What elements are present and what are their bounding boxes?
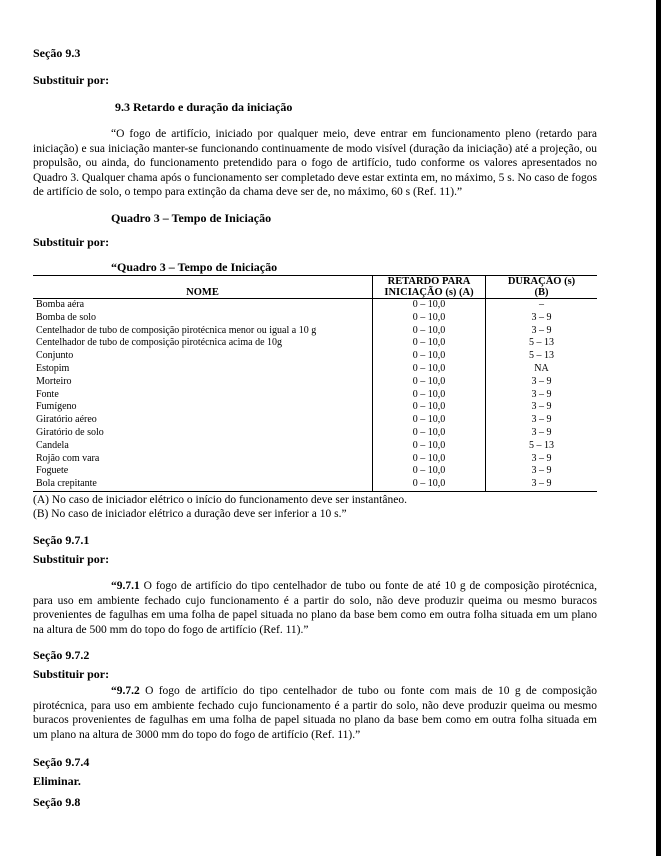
table-row xyxy=(33,363,597,376)
cell-duracao: 5 – 13 xyxy=(486,337,598,350)
cell-retardo: 0 – 10,0 xyxy=(373,325,486,338)
section-9-8-heading: Seção 9.8 xyxy=(33,794,81,809)
table-row xyxy=(33,389,597,402)
cell-duracao: – xyxy=(486,298,598,311)
cell-duracao: 3 – 9 xyxy=(486,453,598,466)
table-row xyxy=(33,298,597,311)
cell-nome: Estopim xyxy=(36,362,70,374)
cell-nome: Centelhador de tubo de composição pirotécnica menor ou igual a 10 g xyxy=(36,324,317,336)
cell-nome: Foguete xyxy=(36,465,69,477)
quadro-3-heading: Quadro 3 – Tempo de Iniciação xyxy=(111,210,272,225)
cell-duracao: 3 – 9 xyxy=(486,427,598,440)
section-9-7-1-heading: Seção 9.7.1 xyxy=(33,532,90,547)
cell-nome: Bola crepitante xyxy=(33,478,373,491)
section-9-7-1-text: O fogo de artifício do tipo centelhador de tubo ou fonte de até 10 g de composição pirotécnica, para uso em ambiente fechado cujo funcionamento é a partir do solo, não deve produzir queima ou mesmo buracos provenientes de fagulhas em uma folha de papel situada no plano da base bem como em outra folha situada em um plano na altura de 500 mm do topo do fogo de artifício (Ref. 11).” xyxy=(33,579,597,636)
cell-duracao: 3 – 9 xyxy=(486,401,598,414)
quadro-3-instruction: Substituir por: xyxy=(33,234,110,249)
cell-retardo: 0 – 10,0 xyxy=(373,427,486,440)
cell-duracao: 5 – 13 xyxy=(486,350,598,363)
cell-duracao: 3 – 9 xyxy=(486,376,598,389)
cell-retardo: 0 – 10,0 xyxy=(373,389,486,402)
cell-nome: Giratório de solo xyxy=(36,426,104,438)
cell-duracao: 5 – 13 xyxy=(486,440,598,453)
cell-retardo: 0 – 10,0 xyxy=(373,350,486,363)
cell-nome: Morteiro xyxy=(36,375,72,387)
section-9-3-instruction: Substituir por: xyxy=(33,73,110,87)
col-header-retardo-line1: RETARDO PARA xyxy=(387,275,471,287)
section-9-7-2-instruction: Substituir por: xyxy=(33,667,110,682)
section-9-7-2-text: O fogo de artifício do tipo centelhador de tubo ou fonte com mais de 10 g de composição pirotécnica, para uso em ambiente fechado cujo funcionamento é a partir do solo, não deve produzir queima ou mesmo buracos provenientes de fagulhas em uma folha de papel situada no plano da base bem como em outra folha situada em um plano na altura de 3000 mm do topo do fogo de artifício (Ref. 11).” xyxy=(33,685,597,742)
cell-retardo: 0 – 10,0 xyxy=(373,376,486,389)
section-9-7-2-paragraph xyxy=(33,684,597,742)
table-row xyxy=(33,325,597,338)
cell-retardo: 0 – 10,0 xyxy=(373,312,486,325)
cell-nome: Fumígeno xyxy=(36,401,77,413)
section-9-3-paragraph: “O fogo de artifício, iniciado por qualquer meio, deve entrar em funcionamento pleno (retardo para iniciação) e sua iniciação manter-se funcionando continuamente de modo visível (duração da iniciação) até a projeção, ou propulsão, ou ainda, do funcionamento pretendido para o fogo de artifício, tudo conforme os valores apresentados no Quadro 3. Qualquer chama após o funcionamento ser completado deve estar extinta em, no máximo, 5 s. No caso de fogos de artifício de solo, o tempo para extinção da chama deve ser de, no máximo, 60 s (Ref. 11).” xyxy=(33,128,597,199)
table-row xyxy=(33,350,597,363)
section-9-7-2-heading: Seção 9.7.2 xyxy=(33,648,90,663)
cell-nome: Candela xyxy=(36,439,69,451)
cell-retardo: 0 – 10,0 xyxy=(373,401,486,414)
col-header-nome: NOME xyxy=(33,275,373,298)
cell-nome: Bomba aéra xyxy=(36,298,85,310)
cell-retardo: 0 – 10,0 xyxy=(373,414,486,427)
table-note-a: (A) No caso de iniciador elétrico o início do funcionamento deve ser instantâneo. xyxy=(33,493,407,506)
cell-duracao: 3 – 9 xyxy=(486,389,598,402)
cell-duracao: 3 – 9 xyxy=(486,312,598,325)
col-header-duracao-line2: (B) xyxy=(534,286,549,298)
col-header-duracao-line1: DURAÇÃO (s) xyxy=(507,275,576,287)
cell-duracao: 3 – 9 xyxy=(486,465,598,478)
table-row xyxy=(33,414,597,427)
cell-retardo: 0 – 10,0 xyxy=(373,440,486,453)
cell-duracao: 3 – 9 xyxy=(486,325,598,338)
table-row xyxy=(33,453,597,466)
section-9-7-2-number: “9.7.2 xyxy=(111,685,140,698)
cell-retardo: 0 – 10,0 xyxy=(373,298,486,311)
col-header-retardo-line2: INICIAÇÃO (s) (A) xyxy=(384,286,474,298)
section-9-7-4-heading: Seção 9.7.4 xyxy=(33,754,90,769)
table-row xyxy=(33,312,597,325)
cell-retardo: 0 – 10,0 xyxy=(373,453,486,466)
initiation-time-table xyxy=(33,275,597,492)
cell-duracao: 3 – 9 xyxy=(486,414,598,427)
table-row xyxy=(33,401,597,414)
cell-retardo: 0 – 10,0 xyxy=(373,478,486,491)
table-row xyxy=(33,465,597,478)
document-body xyxy=(33,46,597,810)
col-header-retardo xyxy=(373,275,486,298)
cell-nome: Fonte xyxy=(36,388,59,400)
table-row xyxy=(33,427,597,440)
table-row xyxy=(33,337,597,350)
cell-nome: Giratório aéreo xyxy=(36,414,97,426)
table-row xyxy=(33,376,597,389)
section-9-3-heading: Seção 9.3 xyxy=(33,46,81,60)
page-right-border xyxy=(656,0,661,856)
table-header-row xyxy=(33,275,597,298)
cell-retardo: 0 – 10,0 xyxy=(373,337,486,350)
section-9-7-4-instruction: Eliminar. xyxy=(33,773,81,788)
table-body xyxy=(33,298,597,491)
cell-nome: Conjunto xyxy=(36,350,74,362)
cell-duracao: NA xyxy=(486,363,598,376)
section-9-7-1-paragraph xyxy=(33,579,597,637)
table-note-b: (B) No caso de iniciador elétrico a duração deve ser inferior a 10 s.” xyxy=(33,507,347,520)
section-9-7-1-number: “9.7.1 xyxy=(111,579,140,592)
table-row xyxy=(33,440,597,453)
section-9-3-title: 9.3 Retardo e duração da iniciação xyxy=(115,100,293,114)
cell-nome: Rojão com vara xyxy=(36,452,100,464)
quadro-3-table-title: “Quadro 3 – Tempo de Iniciação xyxy=(111,259,278,274)
section-9-7-1-instruction: Substituir por: xyxy=(33,551,110,566)
cell-duracao: 3 – 9 xyxy=(486,478,598,491)
cell-retardo: 0 – 10,0 xyxy=(373,363,486,376)
cell-nome: Centelhador de tubo de composição pirotécnica acima de 10g xyxy=(36,337,283,349)
table-row xyxy=(33,478,597,491)
cell-nome: Bomba de solo xyxy=(36,311,96,323)
col-header-duracao xyxy=(486,275,598,298)
cell-retardo: 0 – 10,0 xyxy=(373,465,486,478)
